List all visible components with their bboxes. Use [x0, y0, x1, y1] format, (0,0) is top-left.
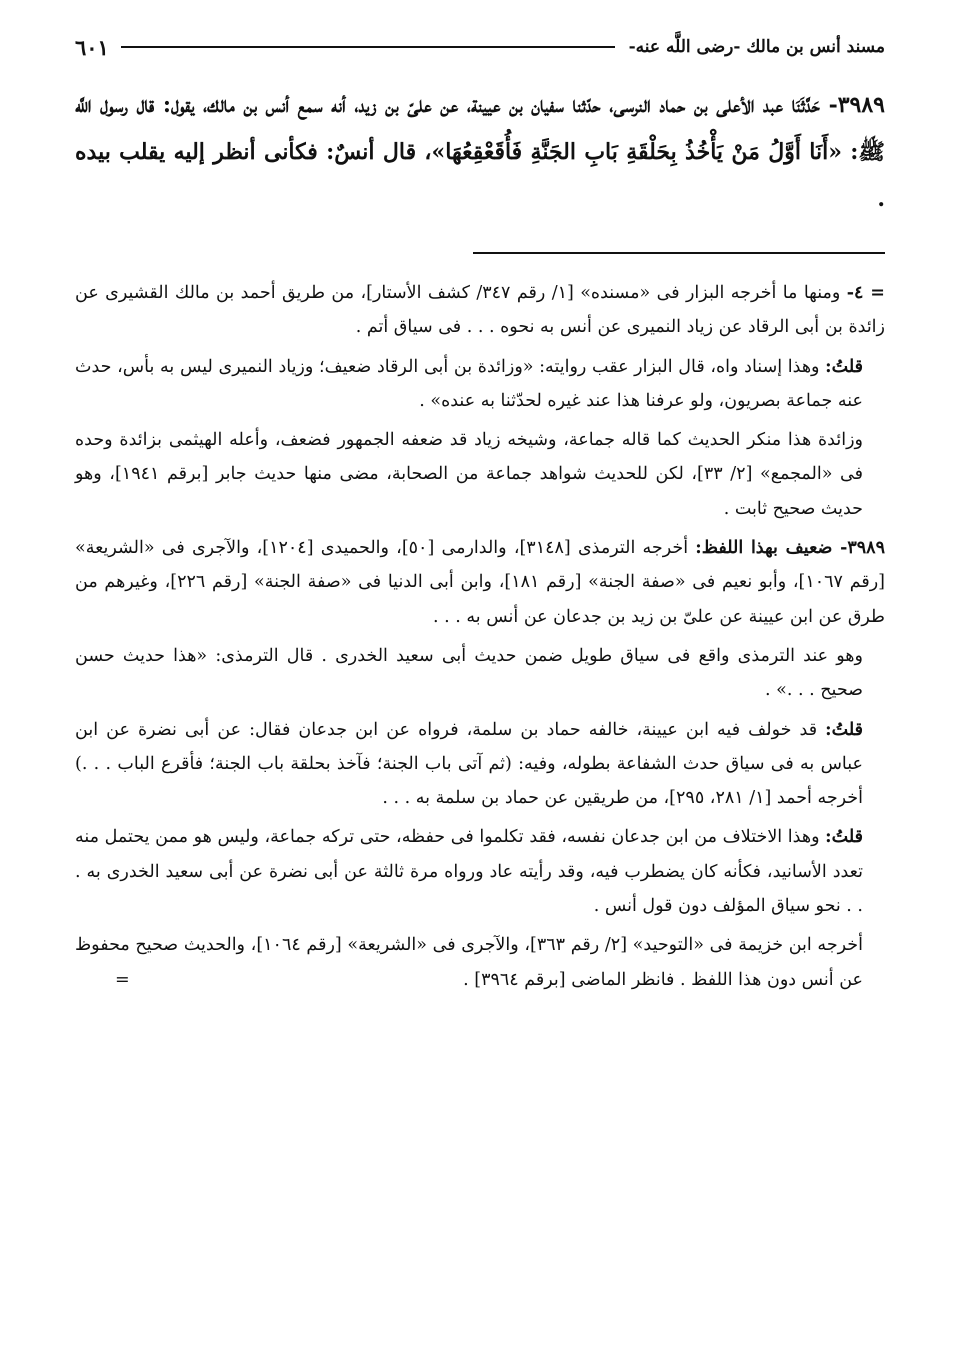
footnote-paragraph: [75, 350, 885, 419]
footnote-text: وهو عند الترمذى واقع فى سياق طويل ضمن حديث أبى سعيد الخدرى . قال الترمذى: «هذا حديث حسن صحيح . . .» .: [75, 645, 863, 701]
footnote-text: ومنها ما أخرجه البزار فى «مسنده» [١/ رقم ٣٤٧/ كشف الأستار]، من طريق أحمد بن مالك القشيرى عن زائدة بن أبى الرقاد عن زياد النميرى عن أنس به نحوه . . . فى سياق أتم .: [75, 283, 885, 338]
footnote-paragraph: [75, 531, 885, 634]
page-header: [75, 30, 885, 64]
footnote-paragraph: [75, 423, 885, 526]
footnote-marker: = ٤-: [846, 283, 885, 303]
continuation-mark: =: [115, 969, 130, 990]
footnote-paragraph: [75, 928, 885, 997]
footnote-text: قد خولف فيه ابن عيينة، خالفه حماد بن سلمة، فرواه عن ابن جدعان فقال: عن أبى نضرة عن ابن عباس به فى سياق حدث الشفاعة بطوله، وفيه: (ثم آتى باب الجنة؛ فآخذ بحلقة باب الجنة؛ فأقرع الباب . . .) أخرجه أحمد [١/ ٢٨١، ٢٩٥]، من طريقين عن حماد بن سلمة به . . .: [75, 719, 863, 809]
hadith-ending: »، قال أنسٌ: فكأنى أنظر إليه يقلب بيده .: [75, 139, 885, 212]
hadith-text: [75, 82, 885, 223]
hadith-number: ٣٩٨٩-: [828, 92, 885, 118]
footnote-paragraph: [75, 820, 885, 923]
hadith-matn: أَنَا أَوَّلُ مَنْ يَأْخُذُ بِحَلْقَةِ بَابِ الجَنَّةِ فَأُقَعْقِعُهَا: [445, 139, 829, 165]
footnote-paragraph: [75, 639, 885, 708]
footnote-lead: قلتُ:: [825, 827, 863, 848]
footnote-lead: قلتُ:: [825, 719, 863, 740]
footnote-text: وهذا الاختلاف من ابن جدعان نفسه، فقد تكلموا فى حفظه، حتى تركه جماعة، وليس هو ممن يحتمل منه تعدد الأسانيد، فكأنه كان يضطرب فيه، وقد رأيته عاد ورواه مرة ثالثة عن أبى نضرة عن أبى سعيد الخدرى به . . . نحو سياق المؤلف دون قول أنس .: [75, 827, 863, 917]
footnote-text: وهذا إسناد واه، قال البزار عقب روايته: «وزائدة بن أبى الرقاد ضعيف؛ وزياد النميرى ليس به بأس، حدث عنه جماعة بصريون، ولو عرفنا هذا عند غيره لحدّثنا به عنده» .: [75, 356, 863, 411]
footnotes: [75, 276, 885, 1002]
footnote-text: أخرجه ابن خزيمة فى «التوحيد» [٢/ رقم ٣٦٣]، والآجرى فى «الشريعة» [رقم ١٠٦٤]، والحديث صحيح محفوظ عن أنس دون هذا اللفظ . فانظر الماضى [برقم ٣٩٦٤] .: [75, 935, 863, 990]
footnote-paragraph: [75, 713, 885, 816]
footnote-lead: قلتُ:: [825, 356, 863, 377]
running-title: مسند أنس بن مالك -رضى اللَّه عنه-: [628, 37, 885, 57]
footnote-paragraph: [75, 276, 885, 345]
footnote-lead: ٣٩٨٩- ضعيف بهذا اللفظ:: [695, 538, 885, 559]
hadith-isnad: حَدَّثَنَا عبد الأعلى بن حماد النرسى، حدّثنا سفيان بن عيينة، عن علىّ بن زيد، أنه سمع أنس بن مالك، يقول: قال رسول اللَّه ﷺ: «: [75, 92, 885, 165]
page-number: ٦٠١: [75, 34, 109, 60]
footnote-text: أخرجه الترمذى [٣١٤٨]، والدارمى [٥٠]، والحميدى [١٢٠٤]، والآجرى فى «الشريعة» [رقم ١٠٦٧]، وأبو نعيم فى «صفة الجنة» [رقم ١٨١]، وابن أبى الدنيا فى «صفة الجنة» [رقم ٢٢٦]، وغيرهم من طرق عن ابن عيينة عن علىّ بن زيد بن جدعان عن أنس به . . .: [75, 538, 885, 627]
footnote-text: وزائدة هذا منكر الحديث كما قاله جماعة، وشيخه زياد قد ضعفه الجمهور فضعف، وأعله الهيثمى بزائدة وحده فى «المجمع» [٢/ ٣٣]، لكن للحديث شواهد جماعة من الصحابة، مضى منها حديث جابر [برقم ١٩٤١]، وهو حديث صحيح ثابت .: [75, 430, 863, 519]
footnote-separator: [473, 252, 885, 254]
header-rule: [121, 46, 615, 48]
